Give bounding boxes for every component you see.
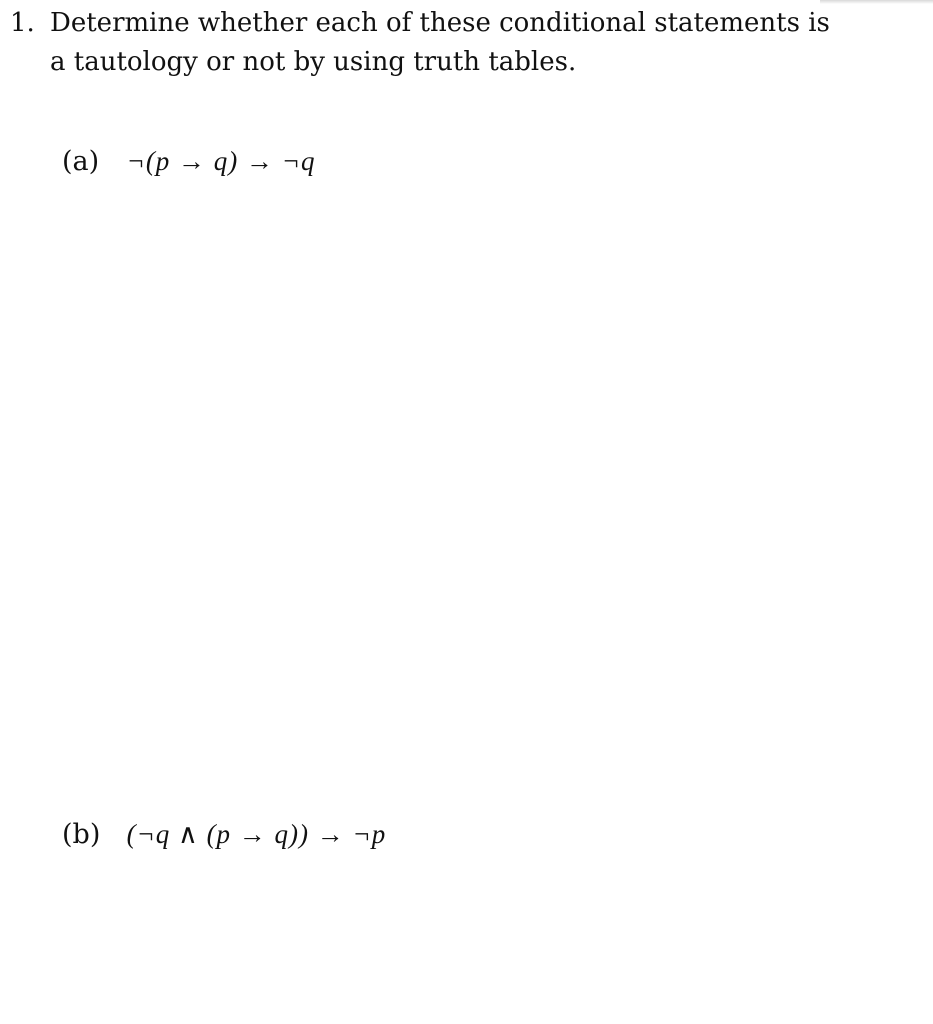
part-b-label: (b): [62, 819, 101, 850]
part-a-label: (a): [62, 146, 100, 177]
problem-statement: [10, 4, 910, 82]
problem-number: 1.: [10, 8, 35, 38]
part-a-formula: ¬(p → q) → ¬q: [126, 146, 316, 176]
part-b: [62, 819, 386, 850]
part-a: [62, 146, 316, 177]
part-b-formula: (¬q ∧ (p → q)) → ¬p: [126, 819, 387, 849]
problem-text: Determine whether each of these conditional statements is a tautology or not by using truth tables.: [50, 8, 830, 77]
